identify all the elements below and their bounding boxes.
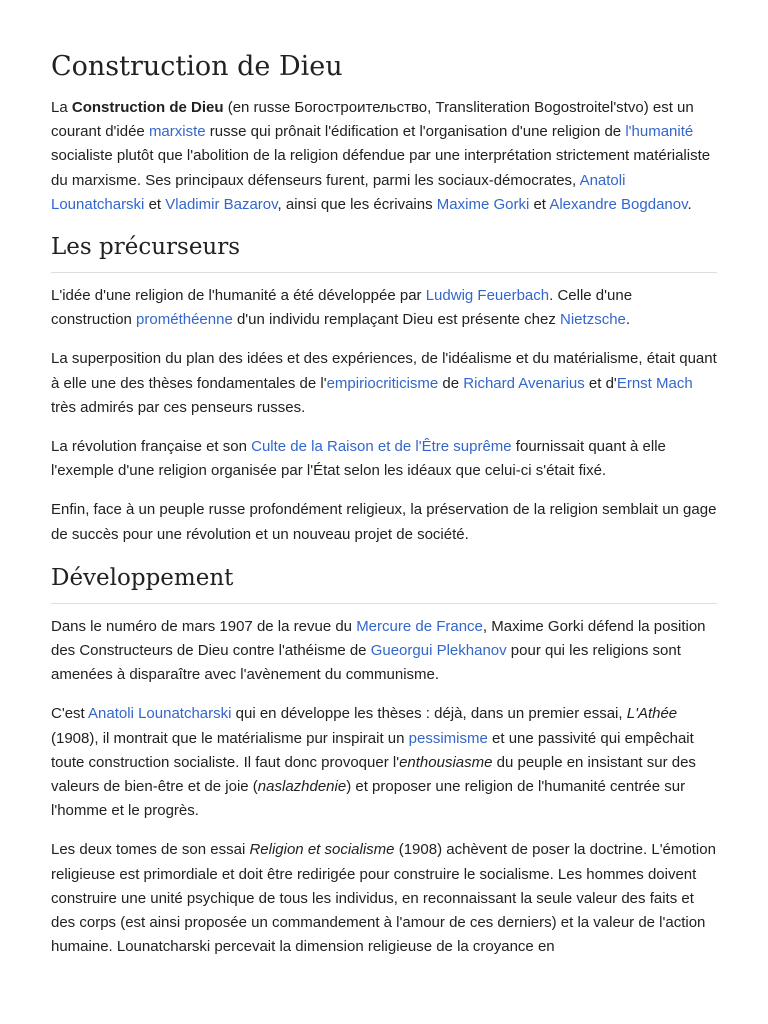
- link-plekhanov[interactable]: Gueorgui Plekhanov: [370, 642, 507, 660]
- text: de: [438, 374, 464, 392]
- italic-term: enthousiasme: [399, 753, 493, 771]
- section-heading-precurseurs: Les précurseurs: [51, 232, 717, 273]
- link-lounatcharski[interactable]: Anatoli Lounatcharski: [88, 705, 232, 723]
- text: du peuple en insistant sur des valeurs de bien-être et de joie (: [51, 753, 696, 796]
- link-prometheenne[interactable]: prométhéenne: [136, 311, 233, 329]
- italic-title: L'Athée: [626, 705, 678, 723]
- text: Les deux tomes de son essai: [51, 841, 250, 859]
- link-feuerbach[interactable]: Ludwig Feuerbach: [425, 287, 550, 305]
- link-bazarov[interactable]: Vladimir Bazarov: [165, 195, 278, 213]
- italic-title: Religion et socialisme: [249, 841, 395, 859]
- link-avenarius[interactable]: Richard Avenarius: [463, 374, 585, 392]
- link-bogdanov[interactable]: Alexandre Bogdanov: [549, 195, 688, 213]
- text: .: [625, 311, 631, 329]
- paragraph: [51, 702, 717, 823]
- link-culte-raison[interactable]: Culte de la Raison et de l'Être suprême: [251, 438, 512, 456]
- paragraph: [51, 838, 717, 959]
- text: La révolution française et son: [51, 438, 252, 456]
- text: Dans le numéro de mars 1907 de la revue du: [51, 617, 357, 635]
- text: , ainsi que les écrivains: [277, 195, 437, 213]
- text: La: [51, 99, 72, 116]
- link-pessimisme[interactable]: pessimisme: [408, 729, 488, 747]
- text: (1908), il montrait que le matérialisme pur inspirait un: [51, 729, 409, 747]
- text: C'est: [51, 705, 89, 723]
- text: La superposition du plan des idées et des expériences, de l'idéalisme et du matérialisme, était quant à elle une des thèses fondamentales de l': [51, 350, 717, 392]
- text: . Celle d'une construction: [51, 287, 633, 329]
- page-title: Construction de Dieu: [51, 51, 343, 82]
- text: (1908) achèvent de poser la doctrine. L'émotion religieuse est primordiale et doit être redirigée pour construire le socialisme. Les hommes doivent construire une unité psychique de tous les individus, en reconnaissant la seule valeur des faits et des corps (est ainsi proposée un commandement à l'amour de ces derniers) et la valeur de l'action humaine. Lounatcharski percevait la dimension religieuse de la croyance en: [51, 841, 716, 956]
- text: ) et proposer une religion de l'humanité centrée sur l'homme et le progrès.: [51, 778, 686, 820]
- text: d'un individu remplaçant Dieu est présente chez: [232, 311, 561, 329]
- text: L'idée d'une religion de l'humanité a été développée par: [51, 287, 426, 305]
- paragraph: [51, 435, 717, 483]
- text: Enfin, face à un peuple russe profondément religieux, la préservation de la religion semblait un gage de succès pour une révolution et un nouveau projet de société.: [51, 501, 717, 543]
- text: socialiste plutôt que l'abolition de la religion défendue par une interprétation strictement matérialiste du marxisme. Ses principaux défenseurs furent, parmi les sociaux-démocrates,: [51, 147, 711, 189]
- text: pour qui les religions sont amenées à disparaître avec l'avènement du communisme.: [51, 642, 681, 684]
- section-heading-developpement: Développement: [51, 563, 717, 604]
- link-nietzsche[interactable]: Nietzsche: [560, 311, 626, 329]
- text: et d': [584, 374, 617, 392]
- text: qui en développe les thèses : déjà, dans un premier essai,: [231, 705, 627, 723]
- link-lounatcharski[interactable]: Anatoli Lounatcharski: [51, 171, 626, 213]
- link-humanite[interactable]: l'humanité: [625, 123, 694, 141]
- link-gorki[interactable]: Maxime Gorki: [436, 195, 530, 213]
- link-mach[interactable]: Ernst Mach: [616, 374, 693, 392]
- link-mercure[interactable]: Mercure de France: [356, 617, 483, 635]
- text: (en russe Богостроительство, Transliteration Bogostroitel'stvo) est un courant d'idée: [51, 99, 694, 141]
- link-marxiste[interactable]: marxiste: [148, 123, 206, 141]
- intro-paragraph: [51, 96, 717, 217]
- text: et une passivité qui empêchait toute construction socialiste. Il faut donc provoquer l': [51, 729, 694, 771]
- paragraph: [51, 284, 717, 332]
- paragraph: [51, 498, 717, 546]
- text: très admirés par ces penseurs russes.: [51, 398, 306, 416]
- text: et: [529, 195, 550, 213]
- text: , Maxime Gorki défend la position des Constructeurs de Dieu contre l'athéisme de: [51, 617, 706, 660]
- text: et: [144, 195, 166, 213]
- text: russe qui prônait l'édification et l'organisation d'une religion de: [205, 123, 626, 141]
- paragraph: [51, 615, 717, 688]
- text: fournissait quant à elle l'exemple d'une religion organisée par l'État selon les idéaux que celui-ci s'était fixé.: [51, 438, 666, 480]
- text: .: [687, 195, 692, 213]
- bold-term: Construction de Dieu: [71, 99, 224, 116]
- italic-term: naslazhdenie: [257, 778, 347, 796]
- paragraph: [51, 347, 717, 420]
- link-empiriocriticisme[interactable]: empiriocriticisme: [326, 374, 439, 392]
